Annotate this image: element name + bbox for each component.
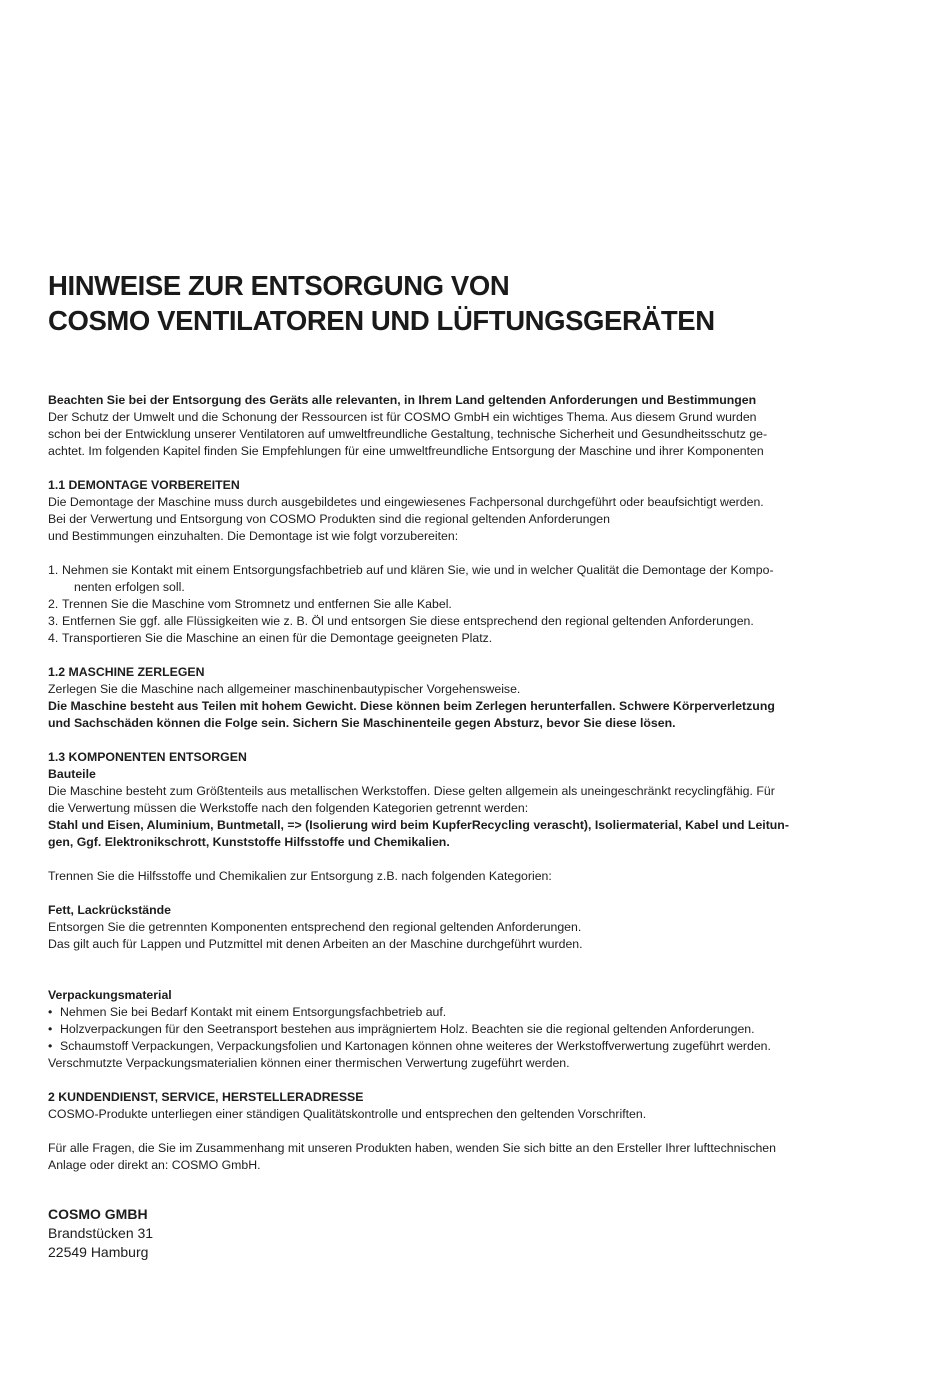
bullet-text: Holzverpackungen für den Seetransport bestehen aus imprägniertem Holz. Beachten sie die regional geltenden Anforderungen. (60, 1022, 755, 1036)
list-item (48, 630, 854, 647)
page-title (48, 268, 715, 338)
document-body (48, 392, 854, 1174)
section-line: Bei der Verwertung und Entsorgung von COSMO Produkten sind die regional geltenden Anforderungen (48, 512, 610, 526)
section-line: COSMO-Produkte unterliegen einer ständigen Qualitätskontrolle und entsprechen den geltenden Vorschriften. (48, 1107, 647, 1121)
city-address: 22549 Hamburg (48, 1244, 149, 1260)
intro-line: schon bei der Entwicklung unserer Ventilatoren auf umweltfreundliche Gestaltung, technische Sicherheit und Gesundheitsschutz ge- (48, 427, 768, 441)
list-item (48, 1021, 854, 1038)
section-line: die Verwertung müssen die Werkstoffe nach den folgenden Kategorien getrennt werden: (48, 801, 529, 815)
section-line: Entsorgen Sie die getrennten Komponenten entsprechend den regional geltenden Anforderungen. (48, 920, 582, 934)
step-number: 4. (48, 631, 59, 645)
list-item (48, 562, 854, 596)
section-line: Trennen Sie die Hilfsstoffe und Chemikalien zur Entsorgung z.B. nach folgenden Kategorien: (48, 869, 552, 883)
section-line: Das gilt auch für Lappen und Putzmittel mit denen Arbeiten an der Maschine durchgeführt wurden. (48, 937, 583, 951)
subheading-bauteile: Bauteile (48, 767, 96, 781)
warning-text: Die Maschine besteht aus Teilen mit hohem Gewicht. Diese können beim Zerlegen herunterfallen. Schwere Körperverletzung (48, 699, 775, 713)
section-line: Für alle Fragen, die Sie im Zusammenhang mit unseren Produkten haben, wenden Sie sich bitte an den Ersteller Ihrer lufttechnischen (48, 1141, 776, 1155)
demontage-steps-list (48, 562, 854, 647)
section-heading: 1.1 DEMONTAGE VORBEREITEN (48, 478, 240, 492)
material-categories: gen, Ggf. Elektronikschrott, Kunststoffe Hilfsstoffe und Chemikalien. (48, 835, 450, 849)
street-address: Brandstücken 31 (48, 1225, 154, 1241)
step-text: nenten erfolgen soll. (74, 580, 185, 594)
packaging-list (48, 1004, 854, 1055)
company-name: COSMO GMBH (48, 1206, 148, 1222)
intro-heading: Beachten Sie bei der Entsorgung des Geräts alle relevanten, in Ihrem Land geltenden Anforderungen und Bestimmungen (48, 393, 757, 407)
warning-text: und Sachschäden können die Folge sein. Sichern Sie Maschinenteile gegen Absturz, bevor Sie diese lösen. (48, 716, 676, 730)
section-line: Verschmutzte Verpackungsmaterialien können einer thermischen Verwertung zugeführt werden. (48, 1056, 570, 1070)
subheading-fett: Fett, Lackrückstände (48, 903, 172, 917)
step-text: Trennen Sie die Maschine vom Stromnetz und entfernen Sie alle Kabel. (62, 597, 452, 611)
section-zerlegen (48, 664, 854, 732)
section-demontage (48, 477, 854, 647)
list-item (48, 1004, 854, 1021)
bullet-text: Nehmen Sie bei Bedarf Kontakt mit einem Entsorgungsfachbetrieb auf. (60, 1005, 447, 1019)
section-verpackung (48, 987, 854, 1072)
section-heading: 2 KUNDENDIENST, SERVICE, HERSTELLERADRESSE (48, 1090, 364, 1104)
intro-line: Der Schutz der Umwelt und die Schonung der Ressourcen ist für COSMO GmbH ein wichtiges Thema. Aus diesem Grund wurden (48, 410, 757, 424)
step-number: 2. (48, 597, 59, 611)
step-text: Transportieren Sie die Maschine an einen für die Demontage geeigneten Platz. (62, 631, 493, 645)
section-line: Zerlegen Sie die Maschine nach allgemeiner maschinenbautypischer Vorgehensweise. (48, 682, 521, 696)
material-categories: Stahl und Eisen, Aluminium, Buntmetall, => (Isolierung wird beim KupferRecycling verascht), Isoliermaterial, Kabel und Leitun- (48, 818, 789, 832)
bullet-icon: • (48, 1005, 53, 1019)
intro-line: achtet. Im folgenden Kapitel finden Sie Empfehlungen für eine umweltfreundliche Entsorgung der Maschine und ihrer Komponenten (48, 444, 764, 458)
step-number: 1. (48, 563, 59, 577)
list-item (48, 1038, 854, 1055)
step-text: Entfernen Sie ggf. alle Flüssigkeiten wie z. B. Öl und entsorgen Sie diese entsprechend den regional geltenden Anforderungen. (62, 614, 754, 628)
section-kundendienst (48, 1089, 854, 1174)
section-komponenten (48, 749, 854, 953)
section-line: Die Demontage der Maschine muss durch ausgebildetes und eingewiesenes Fachpersonal durchgeführt oder beaufsichtigt werden. (48, 495, 764, 509)
manufacturer-address (48, 1205, 153, 1262)
step-text: Nehmen sie Kontakt mit einem Entsorgungsfachbetrieb auf und klären Sie, wie und in welcher Qualität die Demontage der Kompo- (62, 563, 774, 577)
list-item (48, 613, 854, 630)
page-title-line-1: HINWEISE ZUR ENTSORGUNG VON (48, 270, 510, 301)
bullet-icon: • (48, 1022, 53, 1036)
page-title-line-2: COSMO VENTILATOREN UND LÜFTUNGSGERÄTEN (48, 305, 715, 336)
section-heading: 1.2 MASCHINE ZERLEGEN (48, 665, 205, 679)
section-heading: Verpackungsmaterial (48, 988, 172, 1002)
intro-section (48, 392, 854, 460)
section-heading: 1.3 KOMPONENTEN ENTSORGEN (48, 750, 247, 764)
step-number: 3. (48, 614, 59, 628)
section-line: Anlage oder direkt an: COSMO GmbH. (48, 1158, 261, 1172)
section-line: Die Maschine besteht zum Größtenteils aus metallischen Werkstoffen. Diese gelten allgemein als uneingeschränkt recyclingfähig. Für (48, 784, 775, 798)
section-line: und Bestimmungen einzuhalten. Die Demontage ist wie folgt vorzubereiten: (48, 529, 459, 543)
bullet-icon: • (48, 1039, 53, 1053)
bullet-text: Schaumstoff Verpackungen, Verpackungsfolien und Kartonagen können ohne weiteres der Werkstoffverwertung zugeführt werden. (60, 1039, 771, 1053)
list-item (48, 596, 854, 613)
